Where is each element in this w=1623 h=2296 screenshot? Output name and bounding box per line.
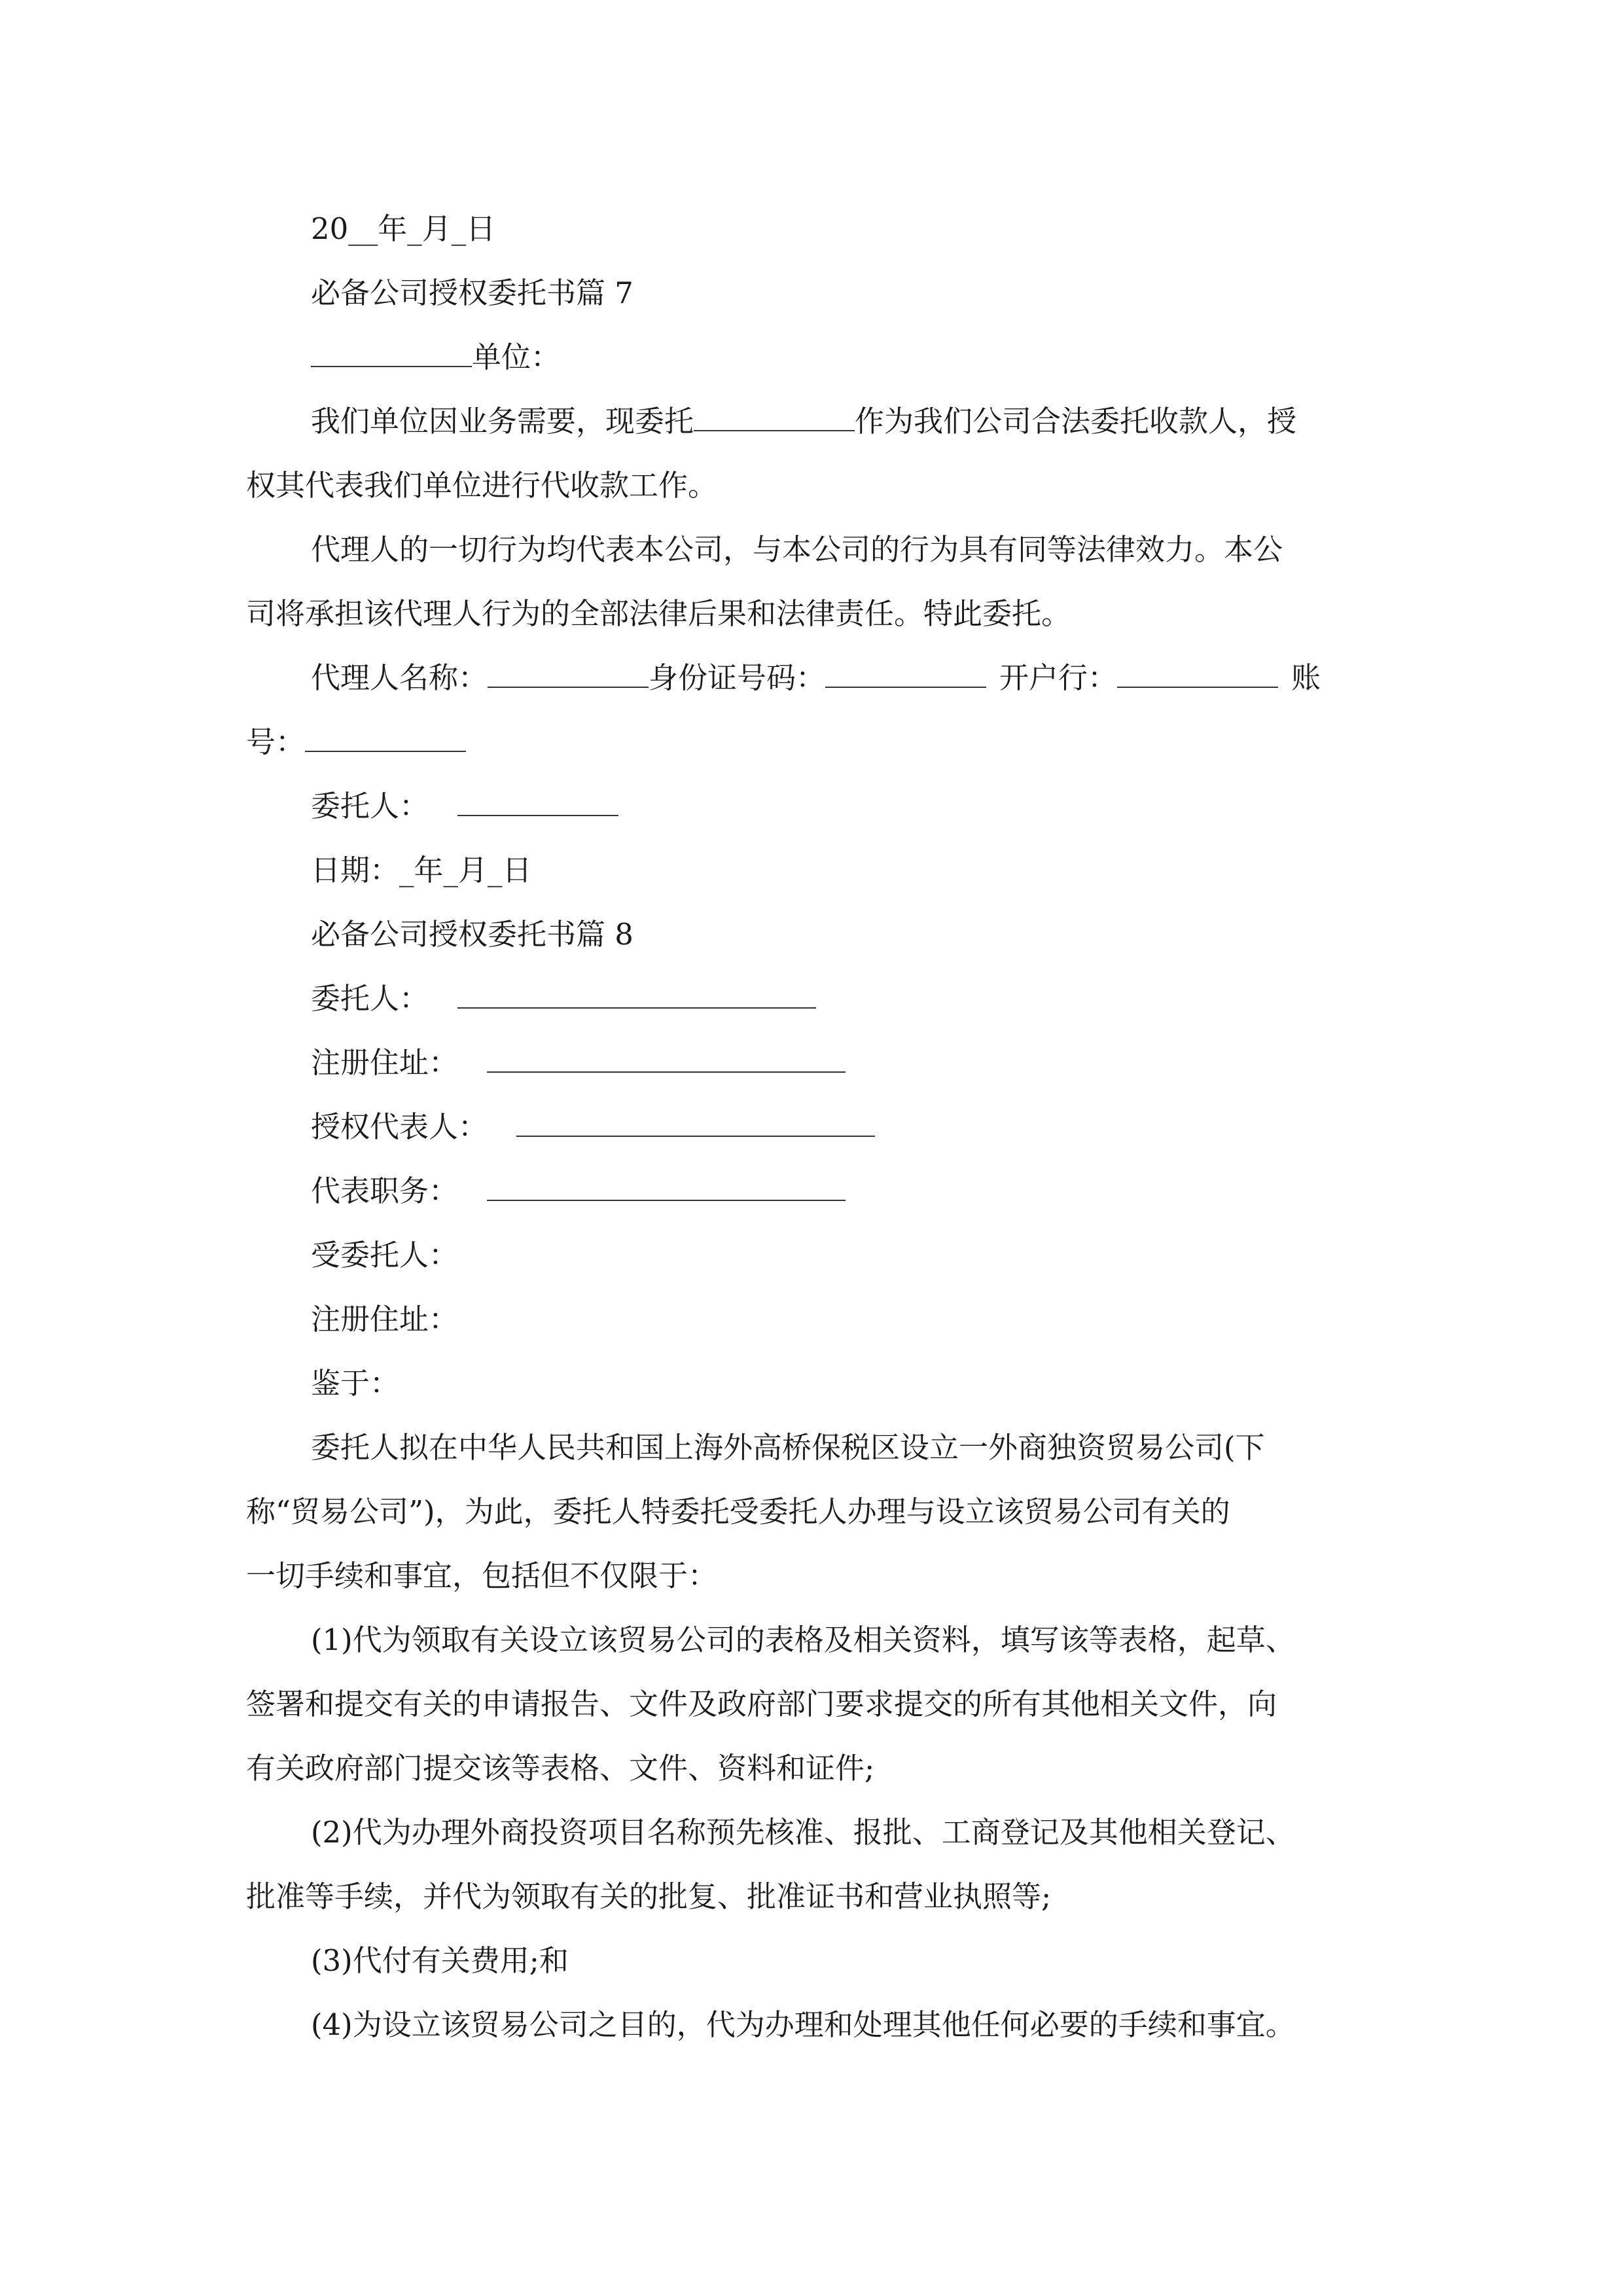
heading-8: 必备公司授权委托书篇 8 [311, 917, 633, 952]
authorized-rep-blank [516, 1099, 875, 1137]
account-label-part-b: 号： [246, 725, 306, 759]
principal-7-blank [457, 778, 618, 816]
bank-label: 开户行： [999, 660, 1118, 695]
agent-name-label: 代理人名称： [311, 660, 488, 695]
principal-8-line [246, 967, 1378, 1031]
authorized-rep-line [246, 1095, 1378, 1159]
payee-blank [694, 393, 855, 431]
item-1-cont-2: 有关政府部门提交该等表格、文件、资料和证件; [246, 1751, 875, 1785]
rep-title-blank [487, 1163, 846, 1201]
registered-address-1-label: 注册住址： [311, 1045, 459, 1080]
unit-label: 单位： [472, 340, 561, 374]
paragraph-1-cont: 权其代表我们单位进行代收款工作。 [246, 468, 718, 503]
item-2-cont: 批准等手续，并代为领取有关的批复、批准证书和营业执照等; [246, 1879, 1052, 1914]
account-blank [305, 714, 466, 752]
id-number-blank [825, 650, 986, 688]
rep-title-label: 代表职务： [311, 1174, 459, 1208]
rep-title-line [246, 1159, 1378, 1223]
date-7-line: 日期：_年_月_日 [311, 853, 532, 888]
item-1-cont-1: 签署和提交有关的申请报告、文件及政府部门要求提交的所有其他相关文件，向 [246, 1687, 1277, 1721]
date-line: 20__年_月_日 [311, 211, 496, 246]
item-3: (3)代付有关费用;和 [311, 1943, 569, 1978]
agent-info-line [246, 646, 1378, 710]
item-4: (4)为设立该贸易公司之目的，代为办理和处理其他任何必要的手续和事宜。 [311, 2007, 1295, 2042]
principal-7-label: 委托人： [311, 789, 429, 823]
item-1: (1)代为领取有关设立该贸易公司的表格及相关资料，填写该等表格，起草、 [311, 1623, 1295, 1657]
id-number-label: 身份证号码： [649, 660, 826, 695]
authorized-rep-label: 授权代表人： [311, 1109, 488, 1144]
principal-7-line [246, 774, 1378, 838]
bank-blank [1117, 650, 1278, 688]
principal-8-label: 委托人： [311, 981, 429, 1016]
paragraph-2: 代理人的一切行为均代表本公司，与本公司的行为具有同等法律效力。本公 [311, 532, 1283, 567]
paragraph-1-part-b: 作为我们公司合法委托收款人，授 [855, 404, 1297, 439]
paragraph-2-cont: 司将承担该代理人行为的全部法律后果和法律责任。特此委托。 [246, 596, 1071, 631]
document-body [246, 197, 1378, 2057]
agent-name-blank [488, 650, 649, 688]
heading-7: 必备公司授权委托书篇 7 [311, 276, 633, 310]
paragraph-3-cont-2: 一切手续和事宜，包括但不仅限于： [246, 1558, 718, 1593]
paragraph-3-cont-1: 称“贸易公司”)，为此，委托人特委托受委托人办理与设立该贸易公司有关的 [246, 1494, 1230, 1529]
paragraph-1-part-a: 我们单位因业务需要，现委托 [311, 404, 694, 439]
account-line [246, 710, 1378, 774]
paragraph-3: 委托人拟在中华人民共和国上海外高桥保税区设立一外商独资贸易公司(下 [311, 1430, 1265, 1465]
registered-address-2-line: 注册住址： [311, 1302, 459, 1336]
registered-address-1-line [246, 1031, 1378, 1095]
paragraph-1 [246, 389, 1378, 454]
account-label-part-a: 账 [1291, 660, 1321, 695]
principal-8-blank [457, 971, 816, 1009]
item-2: (2)代为办理外商投资项目名称预先核准、报批、工商登记及其他相关登记、 [311, 1815, 1295, 1850]
registered-address-1-blank [487, 1035, 846, 1073]
whereas-line: 鉴于： [311, 1366, 400, 1401]
trustee-line: 受委托人： [311, 1238, 459, 1272]
unit-line [246, 325, 1378, 389]
unit-blank [311, 329, 472, 367]
